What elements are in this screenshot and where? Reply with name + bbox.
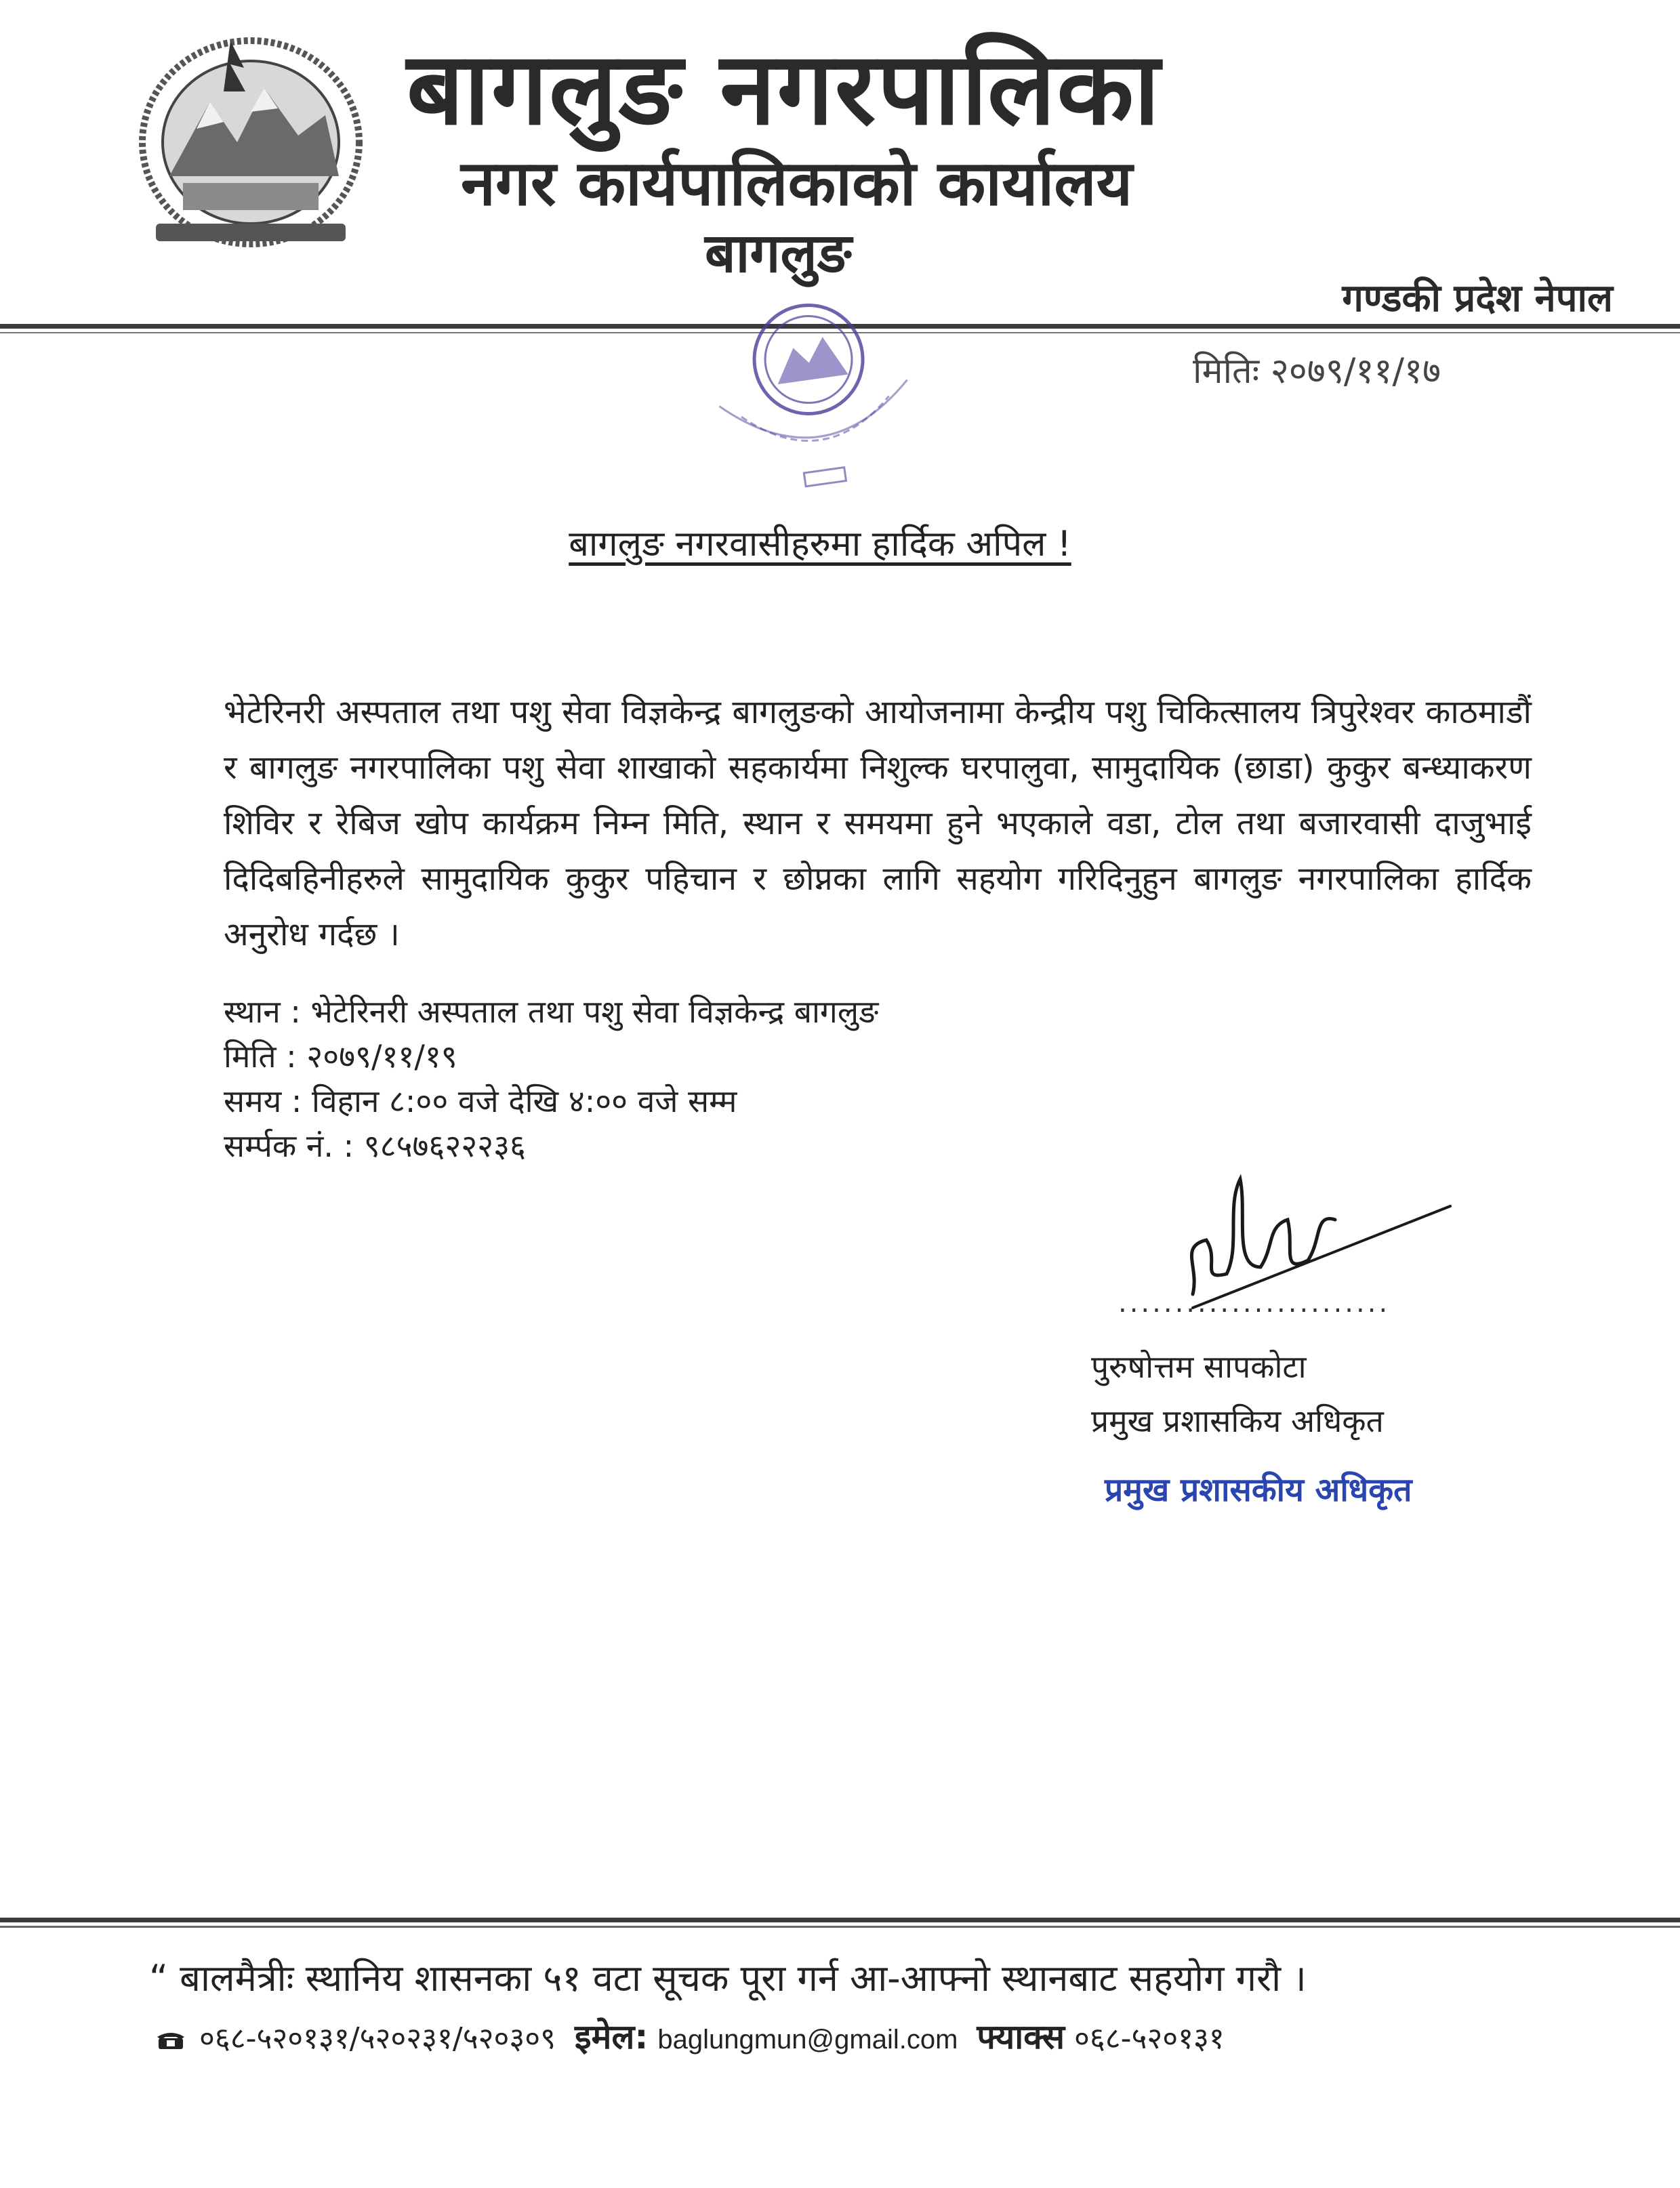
event-details [224, 989, 1240, 1168]
nepal-emblem-logo [129, 27, 373, 251]
event-contact: सर्म्पक नं. : ९८५७६२२२३६ [224, 1128, 526, 1164]
municipality-title: बागलुङ नगरपालिका [407, 30, 1162, 147]
email-label: इमेल: [575, 2017, 649, 2057]
fax-number: ०६८-५२०१३१ [1074, 2021, 1225, 2056]
event-place: स्थान : भेटेरिनरी अस्पताल तथा पशु सेवा विज्ञकेन्द्र बागलुङ [224, 993, 879, 1030]
footer-slogan: “ बालमैत्रीः स्थानिय शासनका ५१ वटा सूचक पूरा गर्न आ-आफ्नो स्थानबाट सहयोग गरौ । [149, 1957, 1307, 2000]
letter-date: मितिः २०७९/११/१७ [1193, 351, 1441, 392]
signatory-post: प्रमुख प्रशासकिय अधिकृत [1091, 1403, 1384, 1439]
designation-stamp: प्रमुख प्रशासकीय अधिकृत [1105, 1471, 1412, 1509]
telephone-icon [156, 2030, 186, 2050]
signatory-name: पुरुषोत्तम सापकोटा [1091, 1348, 1307, 1385]
footer-divider [0, 1918, 1680, 1922]
phone-numbers: ०६८-५२०१३१/५२०२३१/५२०३०९ [199, 2021, 556, 2056]
office-subtitle: नगर कार्यपालिकाको कार्यालय [461, 147, 1133, 220]
province-name: गण्डकी प्रदेश नेपाल [1342, 276, 1613, 321]
footer-divider-thin [0, 1926, 1680, 1928]
city-name: बागलुङ [705, 222, 852, 285]
signature-line: ........................ [1118, 1287, 1391, 1319]
office-seal-stamp [678, 285, 949, 501]
fax-label: फ्याक्स [977, 2017, 1065, 2057]
footer-contact [156, 2012, 1579, 2059]
email-address[interactable]: baglungmun@gmail.com [657, 2025, 958, 2055]
event-date: मिति : २०७९/११/१९ [224, 1038, 457, 1075]
event-time: समय : विहान ८:०० वजे देखि ४:०० वजे सम्म [224, 1083, 737, 1119]
notice-heading: बागलुङ नगरवासीहरुमा हार्दिक अपिल ! [569, 524, 1071, 564]
notice-body: भेटेरिनरी अस्पताल तथा पशु सेवा विज्ञकेन्द्र बागलुङको आयोजनामा केन्द्रीय पशु चिकित्सालय त्रिपुरेश्वर काठमाडौं र बागलुङ नगरपालिका पशु सेवा शाखाको सहकार्यमा निशुल्क घरपालुवा, सामुदायिक (छाडा) कुकुर बन्ध्याकरण शिविर र रेबिज खोप कार्यक्रम निम्न मिति, स्थान र समयमा हुने भएकाले वडा, टोल तथा बजारवासी दाजुभाई दिदिबहिनीहरुले सामुदायिक कुकुर पहिचान र छोप्नका लागि सहयोग गरिदिनुहुन बागलुङ नगरपालिका हार्दिक अनुरोध गर्दछ । [224, 693, 1532, 953]
